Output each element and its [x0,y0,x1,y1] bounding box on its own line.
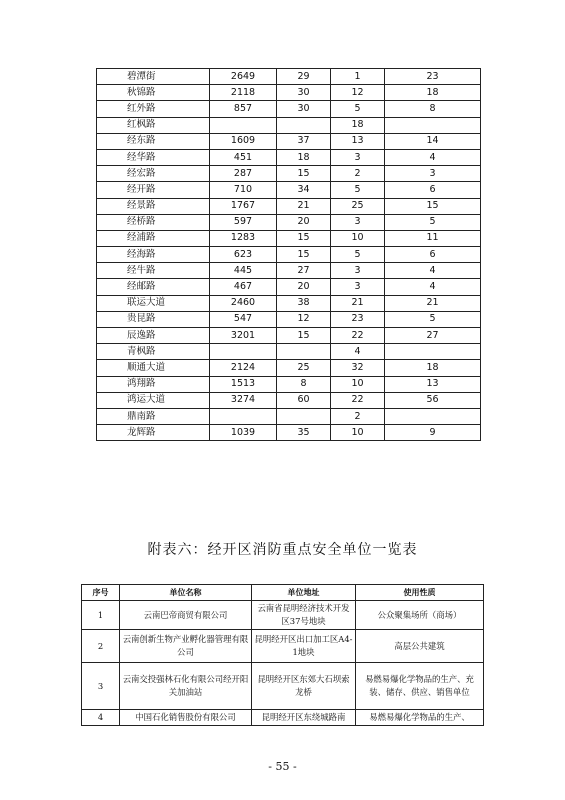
cell-value-3: 3 [331,263,385,279]
cell-value-1: 445 [210,263,277,279]
cell-value-3: 22 [331,328,385,344]
cell-value-2: 37 [277,133,331,149]
cell-no: 4 [82,710,120,726]
cell-unit-name: 云南创新生物产业孵化器管理有限公司 [120,630,252,663]
cell-unit-address: 昆明经开区东郊大石坝索龙桥 [252,663,356,710]
cell-value-3: 10 [331,425,385,441]
cell-road-name: 顺通大道 [97,360,210,376]
header-unit-name: 单位名称 [120,585,252,601]
cell-value-4 [385,344,481,360]
cell-road-name: 辰逸路 [97,328,210,344]
cell-unit-address: 昆明经开区出口加工区A4-1地块 [252,630,356,663]
cell-value-2: 35 [277,425,331,441]
cell-value-3: 18 [331,117,385,133]
table-row [97,166,481,182]
table-row [97,328,481,344]
cell-value-1: 451 [210,149,277,165]
cell-value-1: 710 [210,182,277,198]
cell-value-3: 25 [331,198,385,214]
header-unit-address: 单位地址 [252,585,356,601]
cell-road-name: 经浦路 [97,230,210,246]
cell-road-name: 鸿运大道 [97,392,210,408]
cell-usage: 公众聚集场所（商场） [356,601,484,630]
cell-usage: 易燃易爆化学物品的生产、充装、储存、供应、销售单位 [356,663,484,710]
cell-value-3: 32 [331,360,385,376]
appendix-heading: 附表六：经开区消防重点安全单位一览表 [147,542,418,558]
cell-value-4: 6 [385,182,481,198]
cell-value-3: 3 [331,214,385,230]
table-row [97,376,481,392]
cell-road-name: 经开路 [97,182,210,198]
cell-value-4: 9 [385,425,481,441]
cell-value-3: 2 [331,166,385,182]
cell-value-3: 21 [331,295,385,311]
table-row [97,117,481,133]
road-statistics-table [96,68,481,441]
table-row [97,230,481,246]
table-row [97,247,481,263]
table-row [97,69,481,85]
table-row [82,710,484,726]
cell-road-name: 鼎南路 [97,408,210,424]
cell-value-4: 23 [385,69,481,85]
cell-value-2: 20 [277,279,331,295]
cell-no: 2 [82,630,120,663]
fire-safety-unit-table [81,584,484,726]
table-row [97,214,481,230]
cell-value-3: 2 [331,408,385,424]
cell-value-3: 22 [331,392,385,408]
cell-value-1: 2118 [210,85,277,101]
cell-value-2: 34 [277,182,331,198]
cell-unit-name: 云南交投强林石化有限公司经开阳关加油站 [120,663,252,710]
cell-value-1: 1513 [210,376,277,392]
cell-value-4: 14 [385,133,481,149]
table-row [97,149,481,165]
table-row [97,133,481,149]
table-row [97,279,481,295]
cell-unit-address: 昆明经开区东绕城路南 [252,710,356,726]
table-row [82,663,484,710]
cell-value-4: 56 [385,392,481,408]
cell-value-1: 287 [210,166,277,182]
cell-no: 3 [82,663,120,710]
cell-value-3: 13 [331,133,385,149]
cell-value-2 [277,344,331,360]
cell-road-name: 经邮路 [97,279,210,295]
cell-value-2: 25 [277,360,331,376]
table-row [97,360,481,376]
cell-road-name: 鸿翔路 [97,376,210,392]
table-row [97,344,481,360]
cell-value-2 [277,117,331,133]
cell-value-2: 12 [277,311,331,327]
cell-value-4: 6 [385,247,481,263]
cell-road-name: 经东路 [97,133,210,149]
table-row [97,408,481,424]
cell-road-name: 经牛路 [97,263,210,279]
cell-value-4: 27 [385,328,481,344]
header-usage: 使用性质 [356,585,484,601]
table-row [97,311,481,327]
table-row [97,182,481,198]
cell-road-name: 经海路 [97,247,210,263]
cell-value-1: 2124 [210,360,277,376]
cell-road-name: 联运大道 [97,295,210,311]
table-row [97,85,481,101]
cell-road-name: 贵昆路 [97,311,210,327]
cell-value-1: 1039 [210,425,277,441]
cell-value-4: 18 [385,85,481,101]
table-row [97,101,481,117]
cell-value-2: 15 [277,247,331,263]
cell-value-1 [210,344,277,360]
cell-value-2: 18 [277,149,331,165]
cell-value-4: 4 [385,263,481,279]
cell-value-4: 11 [385,230,481,246]
cell-value-2: 15 [277,328,331,344]
cell-no: 1 [82,601,120,630]
cell-value-2: 30 [277,85,331,101]
cell-value-4: 5 [385,214,481,230]
cell-value-1: 547 [210,311,277,327]
cell-value-1: 1609 [210,133,277,149]
cell-road-name: 经景路 [97,198,210,214]
cell-unit-name: 中国石化销售股份有限公司 [120,710,252,726]
table-row [97,425,481,441]
cell-road-name: 秋锦路 [97,85,210,101]
cell-value-3: 3 [331,279,385,295]
cell-value-2: 60 [277,392,331,408]
cell-value-4: 18 [385,360,481,376]
page-number: - 55 - [268,760,297,773]
cell-usage: 易燃易爆化学物品的生产、 [356,710,484,726]
cell-unit-name: 云南巴帝商贸有限公司 [120,601,252,630]
cell-value-1: 2649 [210,69,277,85]
table-row [97,295,481,311]
cell-unit-address: 云南省昆明经济技术开发区37号地块 [252,601,356,630]
cell-value-1: 1283 [210,230,277,246]
cell-value-3: 10 [331,376,385,392]
cell-road-name: 红外路 [97,101,210,117]
cell-value-1: 3201 [210,328,277,344]
cell-value-1: 1767 [210,198,277,214]
cell-value-4 [385,408,481,424]
cell-value-3: 12 [331,85,385,101]
table-row [97,392,481,408]
cell-value-1 [210,117,277,133]
cell-value-4: 21 [385,295,481,311]
cell-road-name: 碧潭街 [97,69,210,85]
cell-value-4: 5 [385,311,481,327]
cell-road-name: 经桥路 [97,214,210,230]
cell-value-4: 4 [385,279,481,295]
cell-value-4: 8 [385,101,481,117]
cell-value-2: 21 [277,198,331,214]
cell-value-3: 23 [331,311,385,327]
table-row [97,198,481,214]
cell-value-3: 4 [331,344,385,360]
cell-value-4: 3 [385,166,481,182]
cell-value-3: 10 [331,230,385,246]
cell-value-4: 13 [385,376,481,392]
cell-value-2: 20 [277,214,331,230]
cell-value-1: 3274 [210,392,277,408]
cell-value-2: 8 [277,376,331,392]
cell-value-1: 623 [210,247,277,263]
table-row [82,630,484,663]
cell-road-name: 龙辉路 [97,425,210,441]
cell-value-2: 15 [277,230,331,246]
cell-value-4: 15 [385,198,481,214]
cell-value-4 [385,117,481,133]
table-row [82,601,484,630]
cell-value-2: 29 [277,69,331,85]
cell-value-3: 1 [331,69,385,85]
cell-value-4: 4 [385,149,481,165]
cell-value-1: 2460 [210,295,277,311]
header-no: 序号 [82,585,120,601]
cell-road-name: 青枫路 [97,344,210,360]
cell-value-2: 30 [277,101,331,117]
table-header-row [82,585,484,601]
cell-value-1: 467 [210,279,277,295]
table-row [97,263,481,279]
cell-value-3: 5 [331,182,385,198]
cell-road-name: 经宏路 [97,166,210,182]
cell-value-1 [210,408,277,424]
cell-value-3: 3 [331,149,385,165]
cell-value-2: 15 [277,166,331,182]
cell-value-3: 5 [331,247,385,263]
cell-usage: 高层公共建筑 [356,630,484,663]
cell-value-2: 38 [277,295,331,311]
cell-value-1: 597 [210,214,277,230]
cell-road-name: 经华路 [97,149,210,165]
cell-value-2 [277,408,331,424]
cell-value-2: 27 [277,263,331,279]
cell-road-name: 红枫路 [97,117,210,133]
cell-value-1: 857 [210,101,277,117]
cell-value-3: 5 [331,101,385,117]
